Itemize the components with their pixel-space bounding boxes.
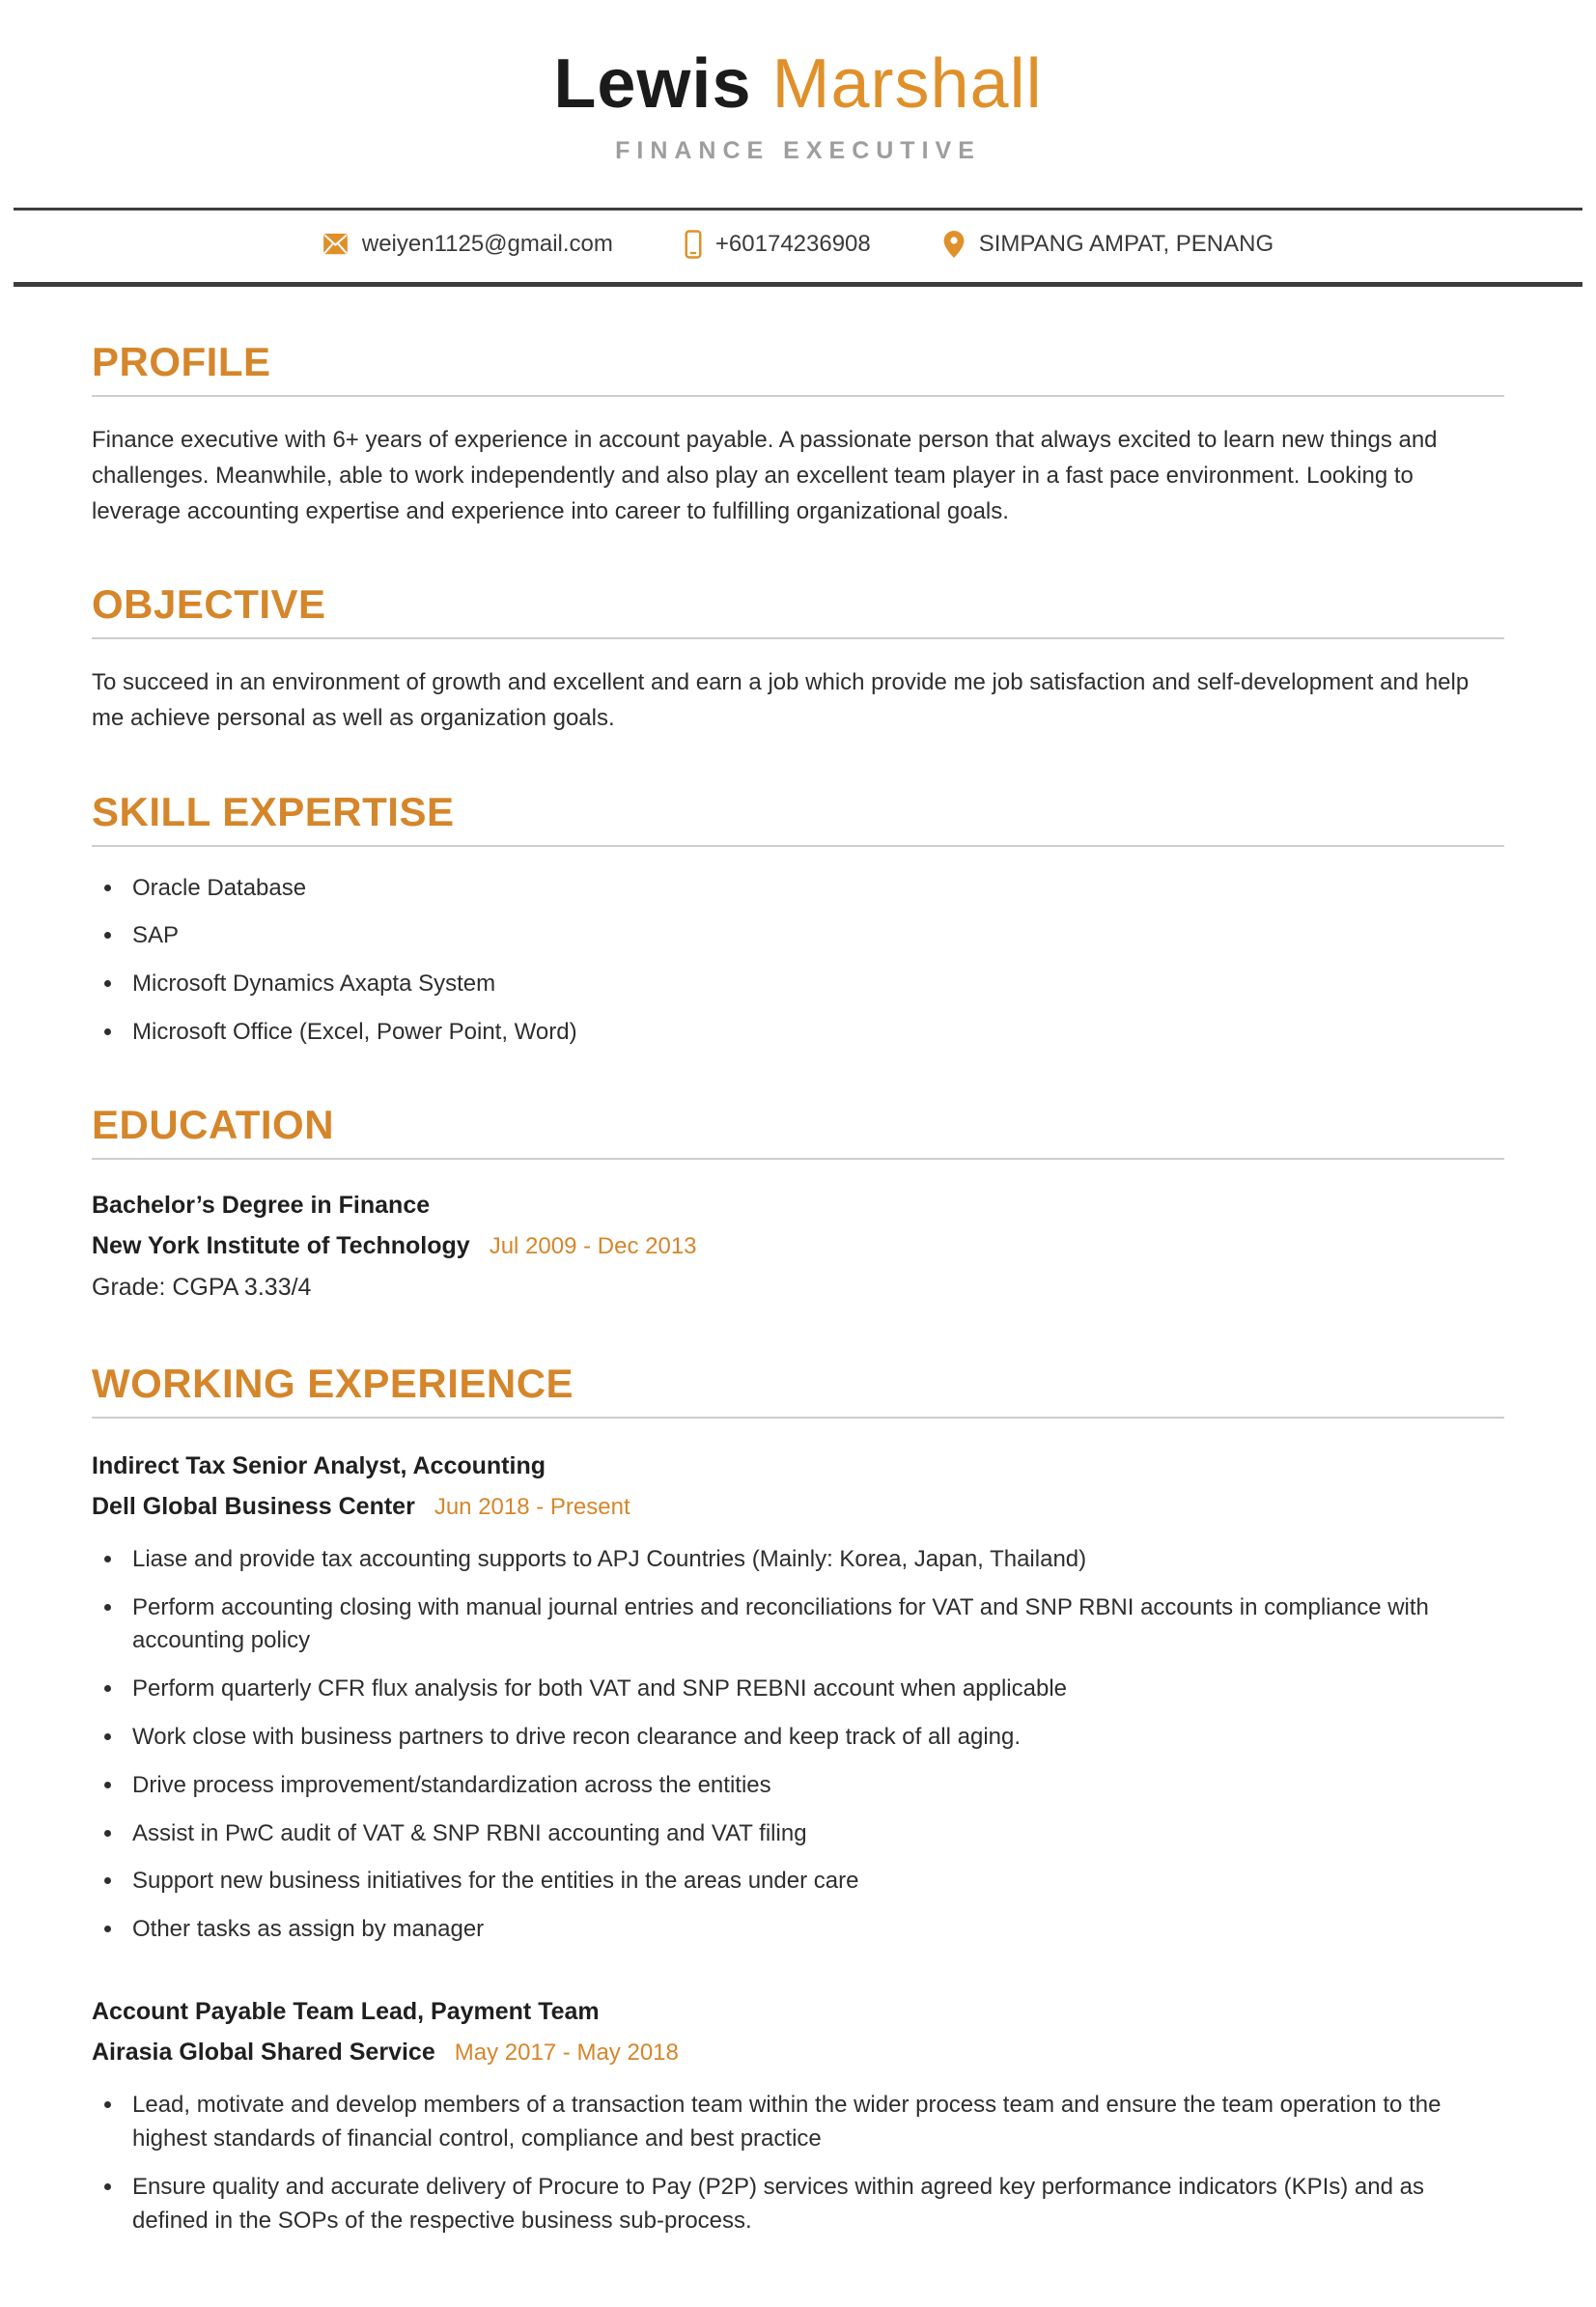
job-title: Indirect Tax Senior Analyst, Accounting (92, 1451, 546, 1479)
job-entry-airasia (92, 1991, 1504, 2237)
job-bullet: • Other tasks as assign by manager (125, 1913, 1504, 1947)
candidate-first-name: Lewis (553, 45, 752, 123)
job-company-line (92, 1486, 1504, 1528)
section-education (92, 1102, 1504, 1308)
job-entry-dell (92, 1446, 1504, 1947)
job-bullet-list (92, 1543, 1504, 1947)
education-grade: Grade: CGPA 3.33/4 (92, 1274, 312, 1302)
education-degree: Bachelor’s Degree in Finance (92, 1191, 431, 1219)
job-bullet: • Liase and provide tax accounting supports to APJ Countries (Mainly: Korea, Japan, Thailand) (125, 1543, 1504, 1577)
education-school: New York Institute of Technology (92, 1232, 470, 1260)
job-dates: May 2017 - May 2018 (454, 2040, 679, 2067)
education-heading: EDUCATION (92, 1101, 335, 1147)
job-bullet: • Perform accounting closing with manual journal entries and reconciliations for VAT and SNP RBNI accounts in compliance with accounting policy (125, 1591, 1504, 1659)
job-bullet: • Support new business initiatives for the entities in the areas under care (125, 1865, 1504, 1899)
objective-heading: OBJECTIVE (92, 581, 326, 628)
skills-divider (92, 845, 1504, 847)
email-icon (322, 231, 349, 257)
education-divider (92, 1158, 1504, 1160)
job-bullet: • Work close with business partners to drive recon clearance and keep track of all aging. (125, 1721, 1504, 1755)
job-bullet: • Ensure quality and accurate delivery of Procure to Pay (P2P) services within agreed key performance indicators (KPIs) and as defined in the SOPs of the respective business sub-process. (125, 2171, 1504, 2238)
job-dates: Jun 2018 - Present (434, 1494, 630, 1521)
job-bullet: • Lead, motivate and develop members of a transaction team within the wider process team and ensure the team operation to the highest standards of financial control, compliance and best practice (125, 2089, 1504, 2156)
candidate-name (0, 45, 1596, 123)
skills-heading: SKILL EXPERTISE (92, 788, 455, 834)
location-pin-icon (942, 230, 966, 259)
profile-text: Finance executive with 6+ years of experience in account payable. A passionate person that always excited to learn new things and challenges. Meanwhile, able to work independently and also play an excellent team player in a fast pace environment. Looking to leverage accounting expertise and experience into career to fulfilling organizational goals. (92, 426, 1438, 524)
experience-divider (92, 1417, 1504, 1419)
section-skills (92, 789, 1504, 1050)
section-objective (92, 581, 1504, 736)
candidate-last-name: Marshall (771, 45, 1043, 123)
education-school-line (92, 1225, 1504, 1267)
education-dates: Jul 2009 - Dec 2013 (489, 1233, 697, 1260)
education-entry (92, 1185, 1504, 1308)
job-company: Dell Global Business Center (92, 1493, 415, 1521)
contact-phone (685, 230, 871, 259)
contact-email-text: weiyen1125@gmail.com (361, 230, 613, 257)
skill-item: • SAP (125, 919, 1504, 953)
job-company: Airasia Global Shared Service (92, 2039, 435, 2067)
resume-page (0, 45, 1596, 2307)
candidate-job-title: FINANCE EXECUTIVE (615, 136, 981, 164)
job-bullet: • Drive process improvement/standardization across the entities (125, 1769, 1504, 1803)
objective-divider (92, 637, 1504, 639)
experience-heading: WORKING EXPERIENCE (92, 1360, 574, 1406)
contact-location-text: SIMPANG AMPAT, PENANG (978, 230, 1274, 257)
section-experience (92, 1361, 1504, 2238)
job-bullet: • Assist in PwC audit of VAT & SNP RBNI accounting and VAT filing (125, 1817, 1504, 1851)
skill-item: • Oracle Database (125, 872, 1504, 906)
contact-location (942, 230, 1274, 259)
skills-list (92, 872, 1504, 1050)
job-bullet-list (92, 2089, 1504, 2237)
profile-divider (92, 395, 1504, 397)
objective-text: To succeed in an environment of growth and excellent and earn a job which provide me job satisfaction and self-development and help me achieve personal as well as organization goals. (92, 669, 1470, 732)
skill-item: • Microsoft Dynamics Axapta System (125, 968, 1504, 1001)
job-bullet: • Perform quarterly CFR flux analysis for both VAT and SNP REBNI account when applicable (125, 1673, 1504, 1706)
skill-item: • Microsoft Office (Excel, Power Point, Word) (125, 1016, 1504, 1050)
resume-content (0, 339, 1596, 2238)
contact-email (322, 231, 613, 258)
job-company-line (92, 2032, 1504, 2073)
section-profile (92, 339, 1504, 530)
contact-phone-text: +60174236908 (714, 230, 871, 257)
contact-bar (14, 208, 1582, 287)
profile-heading: PROFILE (92, 338, 271, 384)
job-title: Account Payable Team Lead, Payment Team (92, 1997, 600, 2025)
phone-icon (685, 230, 702, 259)
